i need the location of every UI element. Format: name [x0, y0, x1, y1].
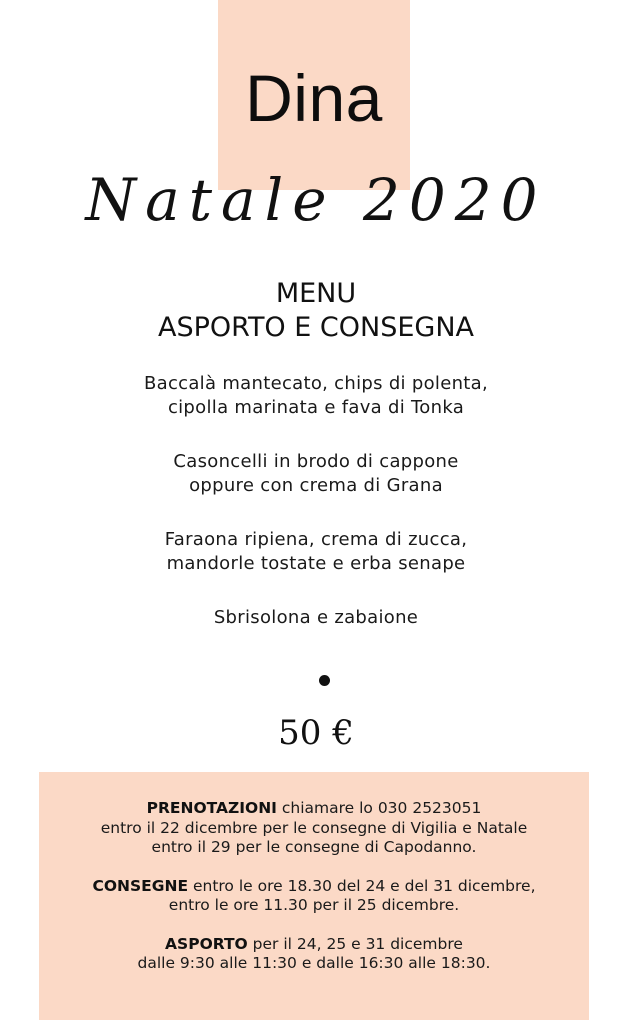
- consegne-block: [39, 877, 589, 916]
- prenotazioni-line: [39, 799, 589, 819]
- dish-line: Casoncelli in brodo di cappone: [173, 451, 459, 472]
- consegne-label: CONSEGNE: [92, 876, 189, 895]
- dish-item: [0, 528, 632, 576]
- asporto-block: [39, 935, 589, 974]
- prenotazioni-phone-text: chiamare lo 030 2523051: [276, 799, 482, 817]
- prenotazioni-line: entro il 29 per le consegne di Capodanno.: [151, 838, 477, 856]
- prenotazioni-label: PRENOTAZIONI: [146, 799, 277, 817]
- dish-line: Baccalà mantecato, chips di polenta,: [143, 373, 488, 394]
- dish-line: Faraona ripiena, crema di zucca,: [164, 529, 468, 550]
- consegne-line: [39, 877, 589, 897]
- dish-item: [0, 450, 632, 498]
- menu-title: MENU: [275, 278, 357, 309]
- consegne-text: entro le ore 18.30 del 24 e del 31 dicembre,: [188, 876, 536, 895]
- dish-list: [0, 372, 632, 660]
- dish-item: [0, 372, 632, 420]
- asporto-line: [39, 935, 589, 955]
- asporto-text: per il 24, 25 e 31 dicembre: [247, 934, 463, 953]
- asporto-label: ASPORTO: [165, 934, 248, 953]
- separator-dot: [319, 675, 330, 686]
- prenotazioni-line: entro il 22 dicembre per le consegne di Vigilia e Natale: [100, 818, 528, 837]
- consegne-line: entro le ore 11.30 per il 25 dicembre.: [168, 896, 460, 914]
- asporto-line: dalle 9:30 alle 11:30 e dalle 16:30 alle 18:30.: [137, 954, 491, 972]
- page-subtitle: Natale 2020: [85, 166, 547, 234]
- dish-line: cipolla marinata e fava di Tonka: [167, 397, 465, 418]
- prenotazioni-block: [39, 799, 589, 858]
- menu-price: 50 €: [278, 713, 354, 753]
- brand-logo: Dina: [245, 61, 383, 135]
- dish-line: oppure con crema di Grana: [189, 475, 443, 496]
- dish-line: Sbrisolona e zabaione: [213, 607, 419, 628]
- menu-subtitle: ASPORTO E CONSEGNA: [158, 312, 474, 343]
- dish-item: [0, 606, 632, 630]
- menu-heading: [0, 277, 632, 345]
- info-text: [39, 799, 589, 993]
- dish-line: mandorle tostate e erba senape: [166, 553, 466, 574]
